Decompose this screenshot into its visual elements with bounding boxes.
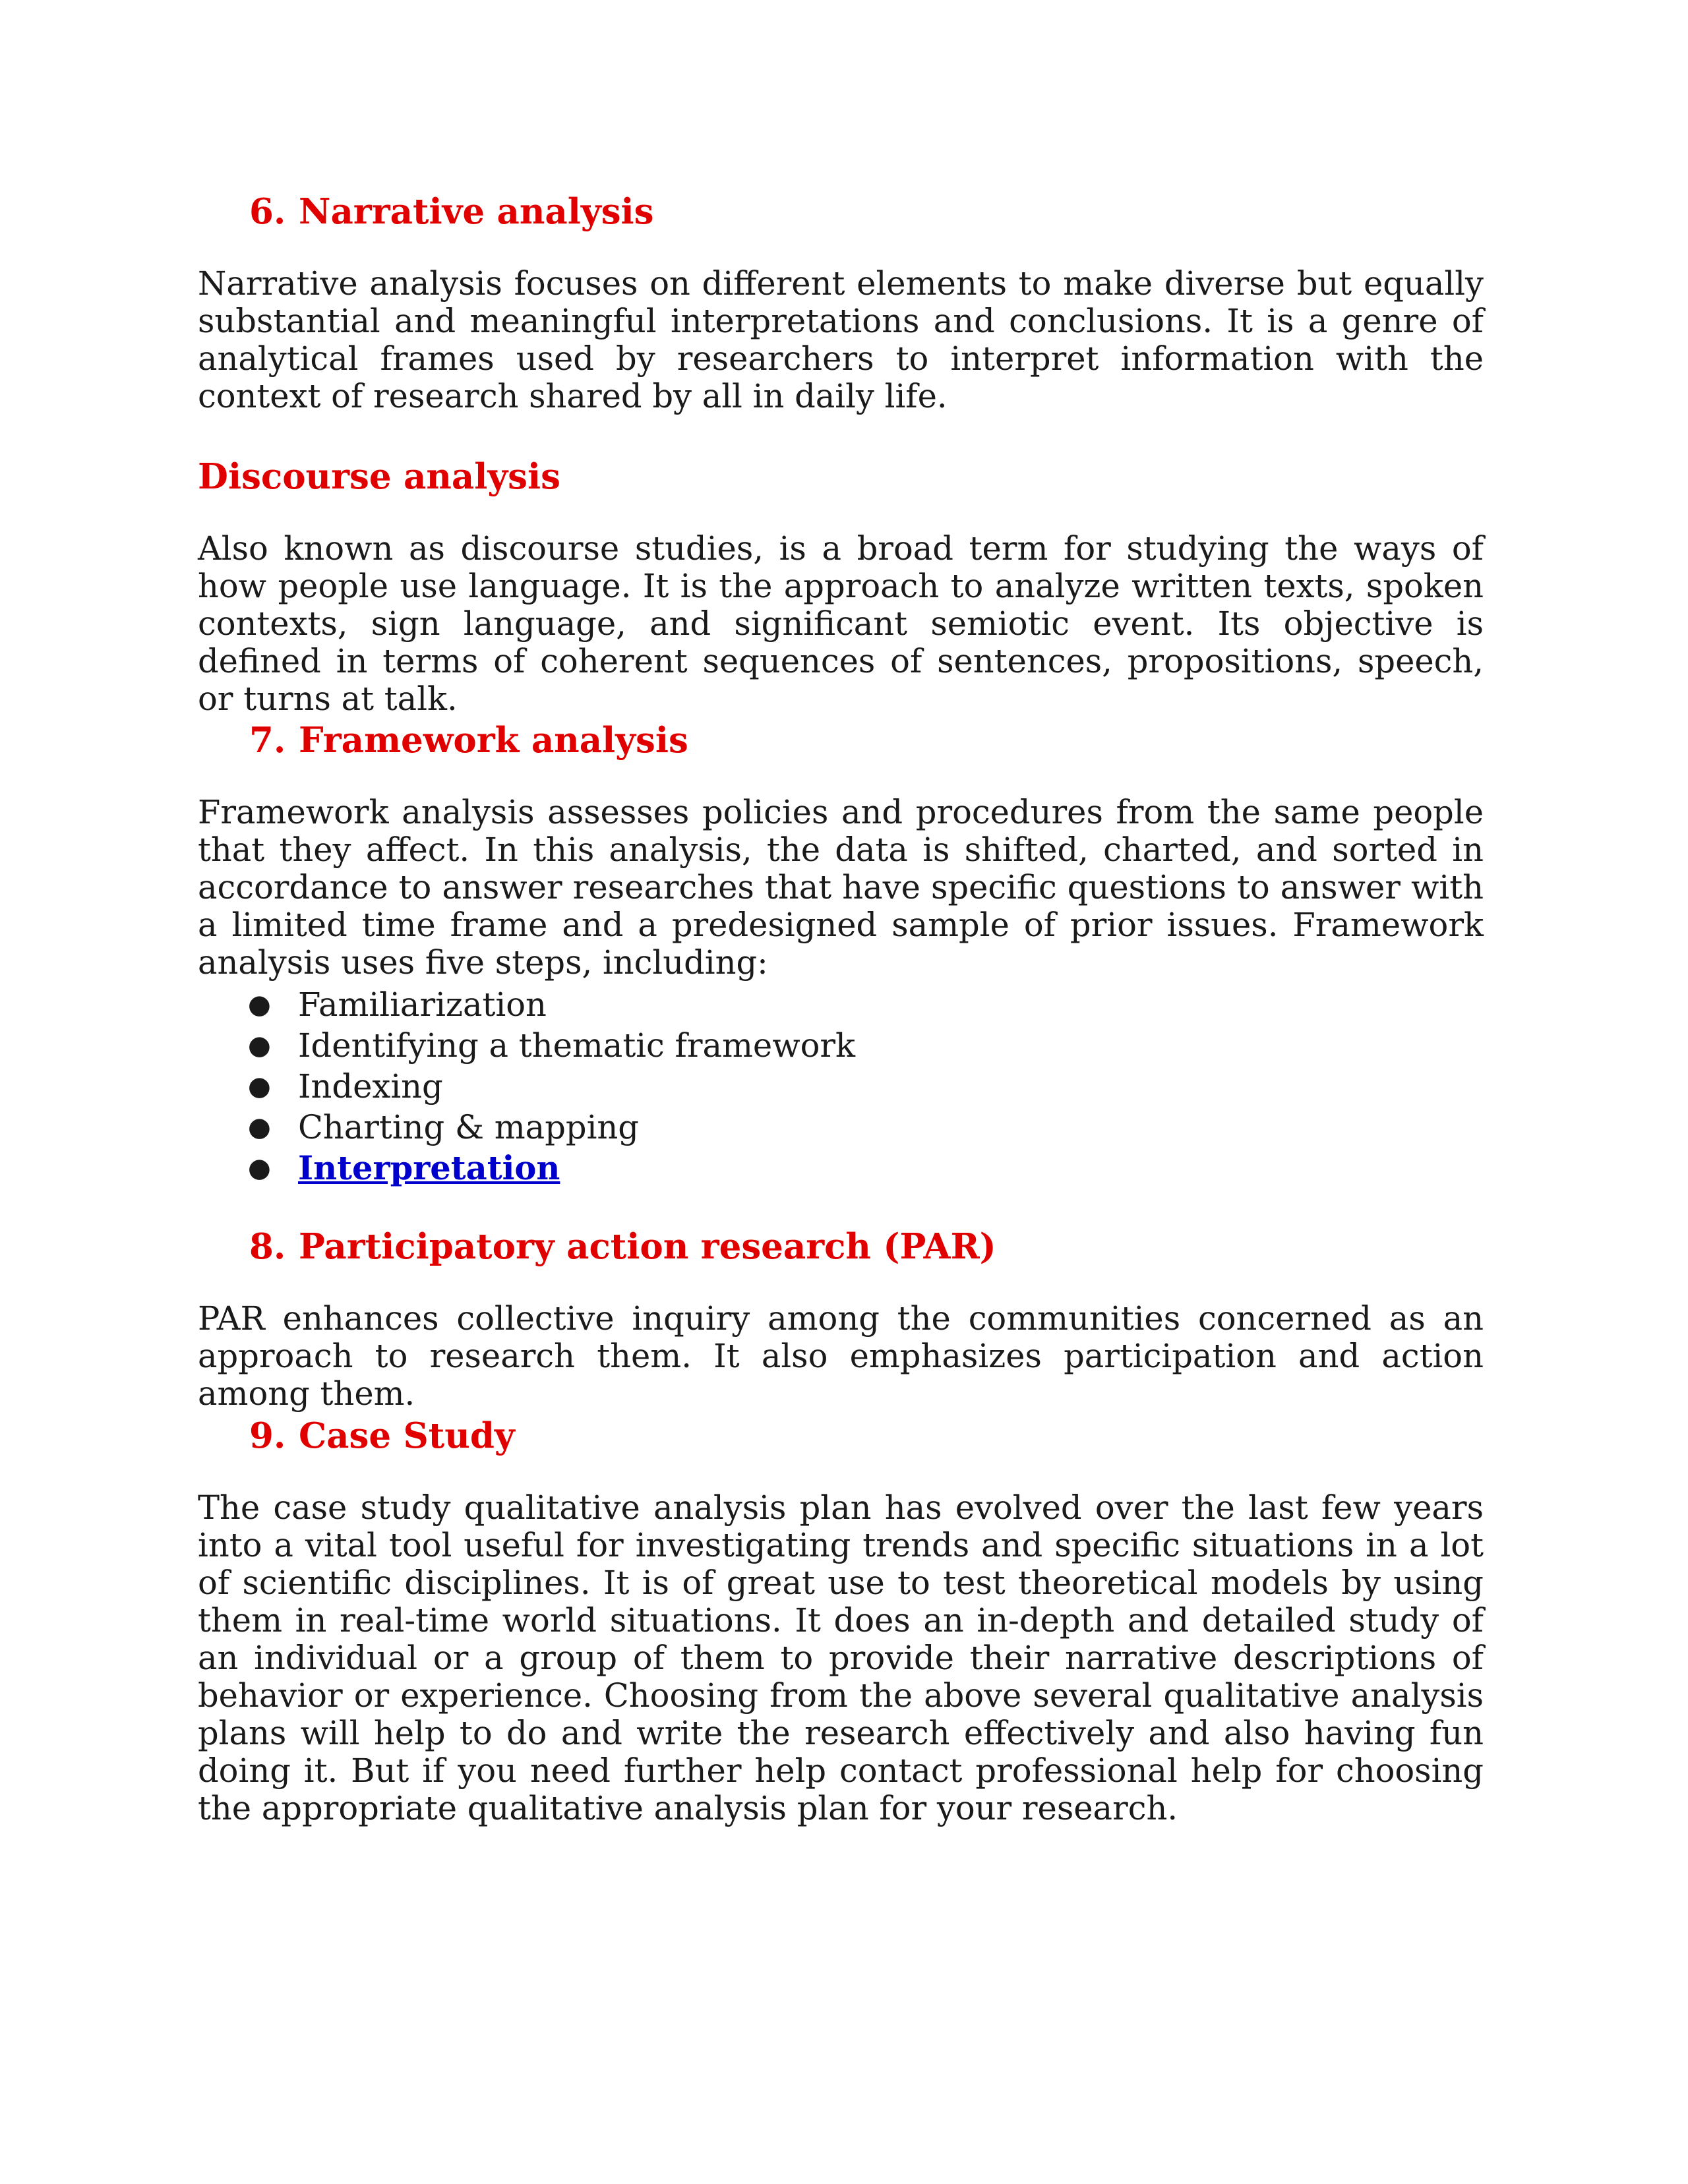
bullet-icon: ● xyxy=(248,989,271,1020)
bullet-icon: ● xyxy=(248,1153,271,1183)
heading-framework-analysis xyxy=(198,720,688,762)
list-item-text: Charting & mapping xyxy=(298,1108,639,1146)
list-item xyxy=(198,984,1484,1025)
framework-steps-list xyxy=(198,984,1484,1189)
heading-title: Narrative analysis xyxy=(299,191,654,232)
list-item-text: Familiarization xyxy=(298,986,547,1024)
heading-number: 7. xyxy=(249,720,286,761)
heading-discourse-analysis: Discourse analysis xyxy=(198,456,560,497)
heading-number: 9. xyxy=(249,1415,286,1456)
heading-title: Case Study xyxy=(299,1415,515,1456)
bullet-icon: ● xyxy=(248,1071,271,1102)
interpretation-link[interactable]: Interpretation xyxy=(298,1149,560,1187)
paragraph-case-study: The case study qualitative analysis plan has evolved over the last few years into a vital tool useful for investigating trends and specific situations in a lot of scientific disciplines. It is of great use to test theoretical models by using them in real-time world situations. It does an in-depth and detailed study of an individual or a group of them to provide their narrative descriptions of behavior or experience. Choosing from the above several qualitative analysis plans will help to do and write the research effectively and also having fun doing it. But if you need further help contact professional help for choosing the appropriate qualitative analysis plan for your research. xyxy=(198,1489,1484,1827)
heading-case-study xyxy=(198,1415,515,1458)
heading-participatory-action-research xyxy=(198,1226,996,1268)
paragraph-narrative-analysis: Narrative analysis focuses on different elements to make diverse but equally substantial and meaningful interpretations and conclusions. It is a genre of analytical frames used by researchers to interpret information with the context of research shared by all in daily life. xyxy=(198,264,1484,415)
heading-title: Participatory action research (PAR) xyxy=(299,1226,996,1267)
paragraph-framework-analysis: Framework analysis assesses policies and procedures from the same people that they affect. In this analysis, the data is shifted, charted, and sorted in accordance to answer researches that have specific questions to answer with a limited time frame and a predesigned sample of prior issues. Framework analysis uses five steps, including: xyxy=(198,793,1484,982)
paragraph-participatory-action-research: PAR enhances collective inquiry among the communities concerned as an approach to research them. It also emphasizes participation and action among them. xyxy=(198,1299,1484,1413)
bullet-icon: ● xyxy=(248,1030,271,1061)
paragraph-discourse-analysis: Also known as discourse studies, is a broad term for studying the ways of how people use language. It is the approach to analyze written texts, spoken contexts, sign language, and significant semiotic event. Its objective is defined in terms of coherent sequences of sentences, propositions, speech, or turns at talk. xyxy=(198,529,1484,718)
heading-number: 8. xyxy=(249,1226,286,1267)
list-item xyxy=(198,1066,1484,1107)
list-item xyxy=(198,1148,1484,1189)
list-item-text: Indexing xyxy=(298,1067,443,1106)
list-item xyxy=(198,1107,1484,1148)
list-item xyxy=(198,1025,1484,1066)
heading-number: 6. xyxy=(249,191,286,232)
list-item-text: Identifying a thematic framework xyxy=(298,1026,856,1065)
heading-title: Framework analysis xyxy=(299,720,688,761)
heading-narrative-analysis xyxy=(198,191,654,233)
bullet-icon: ● xyxy=(248,1112,271,1142)
